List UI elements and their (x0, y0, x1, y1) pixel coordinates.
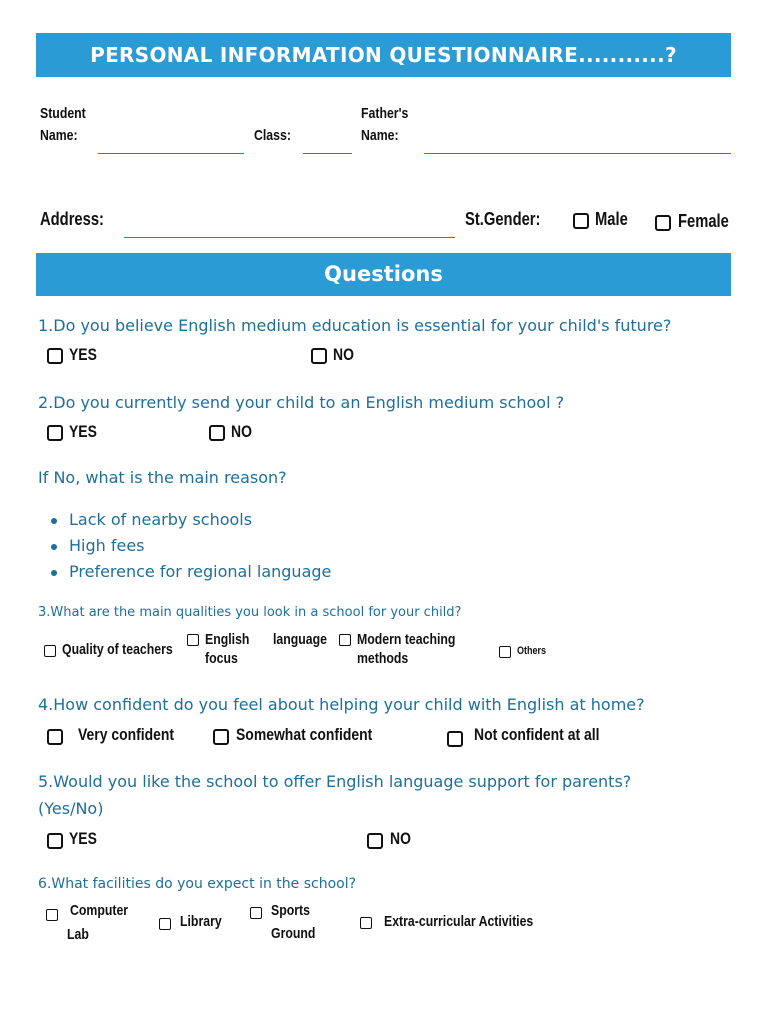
q6-sports-ground-checkbox[interactable] (250, 907, 262, 919)
father-name-label-line1: Father's (361, 105, 409, 122)
question-5-text-line2: (Yes/No) (38, 799, 104, 818)
q4-not-confident-checkbox[interactable] (447, 731, 463, 747)
question-2-text: 2.Do you currently send your child to an English medium school ? (38, 393, 565, 412)
q2-yes-checkbox[interactable] (47, 425, 63, 441)
student-name-label-line1: Student (40, 105, 86, 122)
q3-others-label: Others (517, 645, 547, 657)
q6-sports-ground-label-line2: Ground (271, 925, 316, 942)
questions-header: Questions (36, 253, 731, 296)
gender-female-label: Female (678, 211, 729, 231)
question-1-text: 1.Do you believe English medium education is essential for your child's future? (38, 316, 672, 335)
question-3-text: 3.What are the main qualities you look in a school for your child? (38, 605, 462, 620)
q3-modern-teaching-label-line2: methods (357, 650, 409, 667)
q3-english-focus-label-line2: focus (205, 650, 238, 667)
class-field[interactable] (303, 153, 352, 154)
q5-yes-label: YES (69, 829, 97, 848)
q1-yes-label: YES (69, 345, 97, 364)
q4-somewhat-confident-checkbox[interactable] (213, 729, 229, 745)
q5-no-label: NO (390, 829, 411, 848)
question-6-text: 6.What facilities do you expect in the school? (38, 876, 357, 892)
q2-no-label: NO (231, 422, 252, 441)
q3-modern-teaching-checkbox[interactable] (339, 634, 351, 646)
q1-no-label: NO (333, 345, 354, 364)
q6-library-label: Library (180, 913, 222, 930)
reason-item: Preference for regional language (69, 562, 332, 581)
address-label: Address: (40, 209, 104, 229)
q3-english-focus-checkbox[interactable] (187, 634, 199, 646)
gender-male-checkbox[interactable] (573, 213, 589, 229)
q3-quality-teachers-checkbox[interactable] (44, 645, 56, 657)
q6-computer-lab-label-line2: Lab (67, 926, 89, 943)
q3-quality-teachers-label: Quality of teachers (62, 641, 173, 658)
gender-female-checkbox[interactable] (655, 215, 671, 231)
q4-somewhat-confident-label: Somewhat confident (236, 725, 373, 744)
q6-computer-lab-checkbox[interactable] (46, 909, 58, 921)
gender-label: St.Gender: (465, 209, 541, 229)
q4-not-confident-label: Not confident at all (474, 725, 600, 744)
page-title: PERSONAL INFORMATION QUESTIONNAIRE...........? (36, 33, 731, 77)
q6-library-checkbox[interactable] (159, 918, 171, 930)
q6-extra-curricular-checkbox[interactable] (360, 917, 372, 929)
father-name-field[interactable] (424, 153, 731, 154)
q5-no-checkbox[interactable] (367, 833, 383, 849)
father-name-label-line2: Name: (361, 127, 399, 144)
class-label: Class: (254, 127, 291, 144)
q1-yes-checkbox[interactable] (47, 348, 63, 364)
question-4-text: 4.How confident do you feel about helping your child with English at home? (38, 695, 645, 714)
q2-no-checkbox[interactable] (209, 425, 225, 441)
q5-yes-checkbox[interactable] (47, 833, 63, 849)
q6-sports-ground-label-line1: Sports (271, 902, 310, 919)
q2-yes-label: YES (69, 422, 97, 441)
student-name-label-line2: Name: (40, 127, 78, 144)
q6-computer-lab-label-line1: Computer (70, 902, 129, 919)
q4-very-confident-label: Very confident (78, 725, 175, 744)
q3-modern-teaching-label-line1: Modern teaching (357, 631, 456, 648)
q1-no-checkbox[interactable] (311, 348, 327, 364)
gender-male-label: Male (595, 209, 628, 229)
question-5-text-line1: 5.Would you like the school to offer English language support for parents? (38, 772, 632, 791)
reason-item: Lack of nearby schools (69, 510, 253, 529)
bullet-icon (51, 570, 57, 576)
q6-extra-curricular-label: Extra-curricular Activities (384, 913, 534, 930)
q4-very-confident-checkbox[interactable] (47, 729, 63, 745)
bullet-icon (51, 544, 57, 550)
address-field[interactable] (124, 237, 455, 238)
reason-item: High fees (69, 536, 145, 555)
q3-language-label: language (273, 631, 328, 648)
bullet-icon (51, 518, 57, 524)
q3-others-checkbox[interactable] (499, 646, 511, 658)
student-name-field[interactable] (98, 153, 244, 154)
question-2-followup-text: If No, what is the main reason? (38, 468, 287, 487)
q3-english-focus-label-line1: English (205, 631, 250, 648)
